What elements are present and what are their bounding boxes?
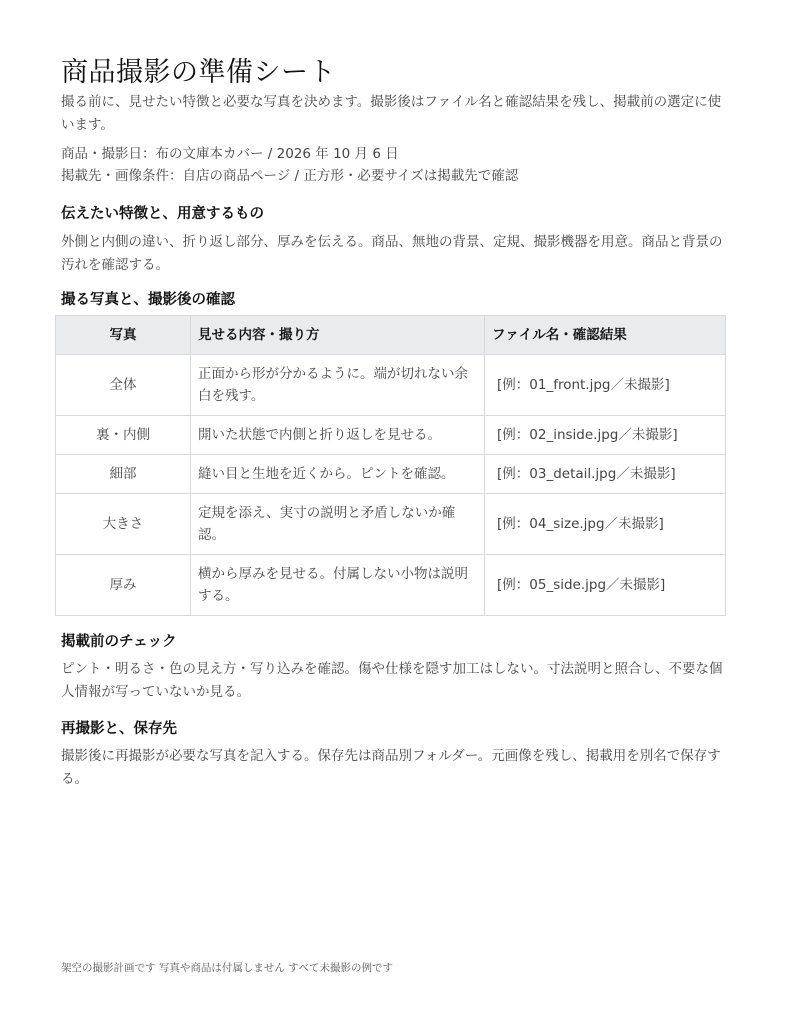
table-row bbox=[56, 416, 726, 455]
meta-product-date: 商品・撮影日：布の文庫本カバー / 2026 年 10 月 6 日 bbox=[61, 146, 399, 162]
retake-text: 撮影後に再撮影が必要な写真を記入する。保存先は商品別フォルダー。元画像を残し、掲載用を別名で保存する。 bbox=[61, 748, 721, 787]
table-row bbox=[56, 355, 726, 416]
shots-heading: 撮る写真と、撮影後の確認 bbox=[61, 292, 235, 308]
column-header-file: ファイル名・確認結果 bbox=[485, 316, 726, 355]
column-header-content: 見せる内容・撮り方 bbox=[191, 316, 485, 355]
shots-table bbox=[55, 315, 726, 616]
check-heading: 掲載前のチェック bbox=[61, 634, 177, 650]
check-text: ピント・明るさ・色の見え方・写り込みを確認。傷や仕様を隠す加工はしない。寸法説明と照合し、不要な個人情報が写っていないか見る。 bbox=[61, 661, 723, 700]
cell-content: 定規を添え、実寸の説明と矛盾しないか確認。 bbox=[191, 494, 485, 555]
cell-content: 開いた状態で内側と折り返しを見せる。 bbox=[191, 416, 485, 455]
cell-content: 縫い目と生地を近くから。ピントを確認。 bbox=[191, 455, 485, 494]
features-heading: 伝えたい特徴と、用意するもの bbox=[61, 206, 264, 222]
cell-photo: 裏・内側 bbox=[56, 416, 191, 455]
cell-photo: 厚み bbox=[56, 555, 191, 616]
intro-text: 撮る前に、見せたい特徴と必要な写真を決めます。撮影後はファイル名と確認結果を残し、掲載前の選定に使います。 bbox=[61, 94, 722, 133]
cell-photo: 大きさ bbox=[56, 494, 191, 555]
cell-file: [例：04_size.jpg／未撮影] bbox=[485, 494, 726, 555]
table-row bbox=[56, 455, 726, 494]
table-row bbox=[56, 555, 726, 616]
cell-file: [例：03_detail.jpg／未撮影] bbox=[485, 455, 726, 494]
cell-file: [例：05_side.jpg／未撮影] bbox=[485, 555, 726, 616]
cell-file: [例：02_inside.jpg／未撮影] bbox=[485, 416, 726, 455]
page-title: 商品撮影の準備シート bbox=[61, 57, 336, 88]
footer-note: 架空の撮影計画です 写真や商品は付属しません すべて未撮影の例です bbox=[61, 962, 393, 974]
retake-heading: 再撮影と、保存先 bbox=[61, 721, 177, 737]
table-header-row bbox=[56, 316, 726, 355]
cell-file: [例：01_front.jpg／未撮影] bbox=[485, 355, 726, 416]
table-row bbox=[56, 494, 726, 555]
cell-photo: 全体 bbox=[56, 355, 191, 416]
column-header-photo: 写真 bbox=[56, 316, 191, 355]
features-text: 外側と内側の違い、折り返し部分、厚みを伝える。商品、無地の背景、定規、撮影機器を用意。商品と背景の汚れを確認する。 bbox=[61, 234, 723, 273]
cell-content: 横から厚みを見せる。付属しない小物は説明する。 bbox=[191, 555, 485, 616]
cell-photo: 細部 bbox=[56, 455, 191, 494]
meta-destination: 掲載先・画像条件：自店の商品ページ / 正方形・必要サイズは掲載先で確認 bbox=[61, 168, 519, 184]
cell-content: 正面から形が分かるように。端が切れない余白を残す。 bbox=[191, 355, 485, 416]
